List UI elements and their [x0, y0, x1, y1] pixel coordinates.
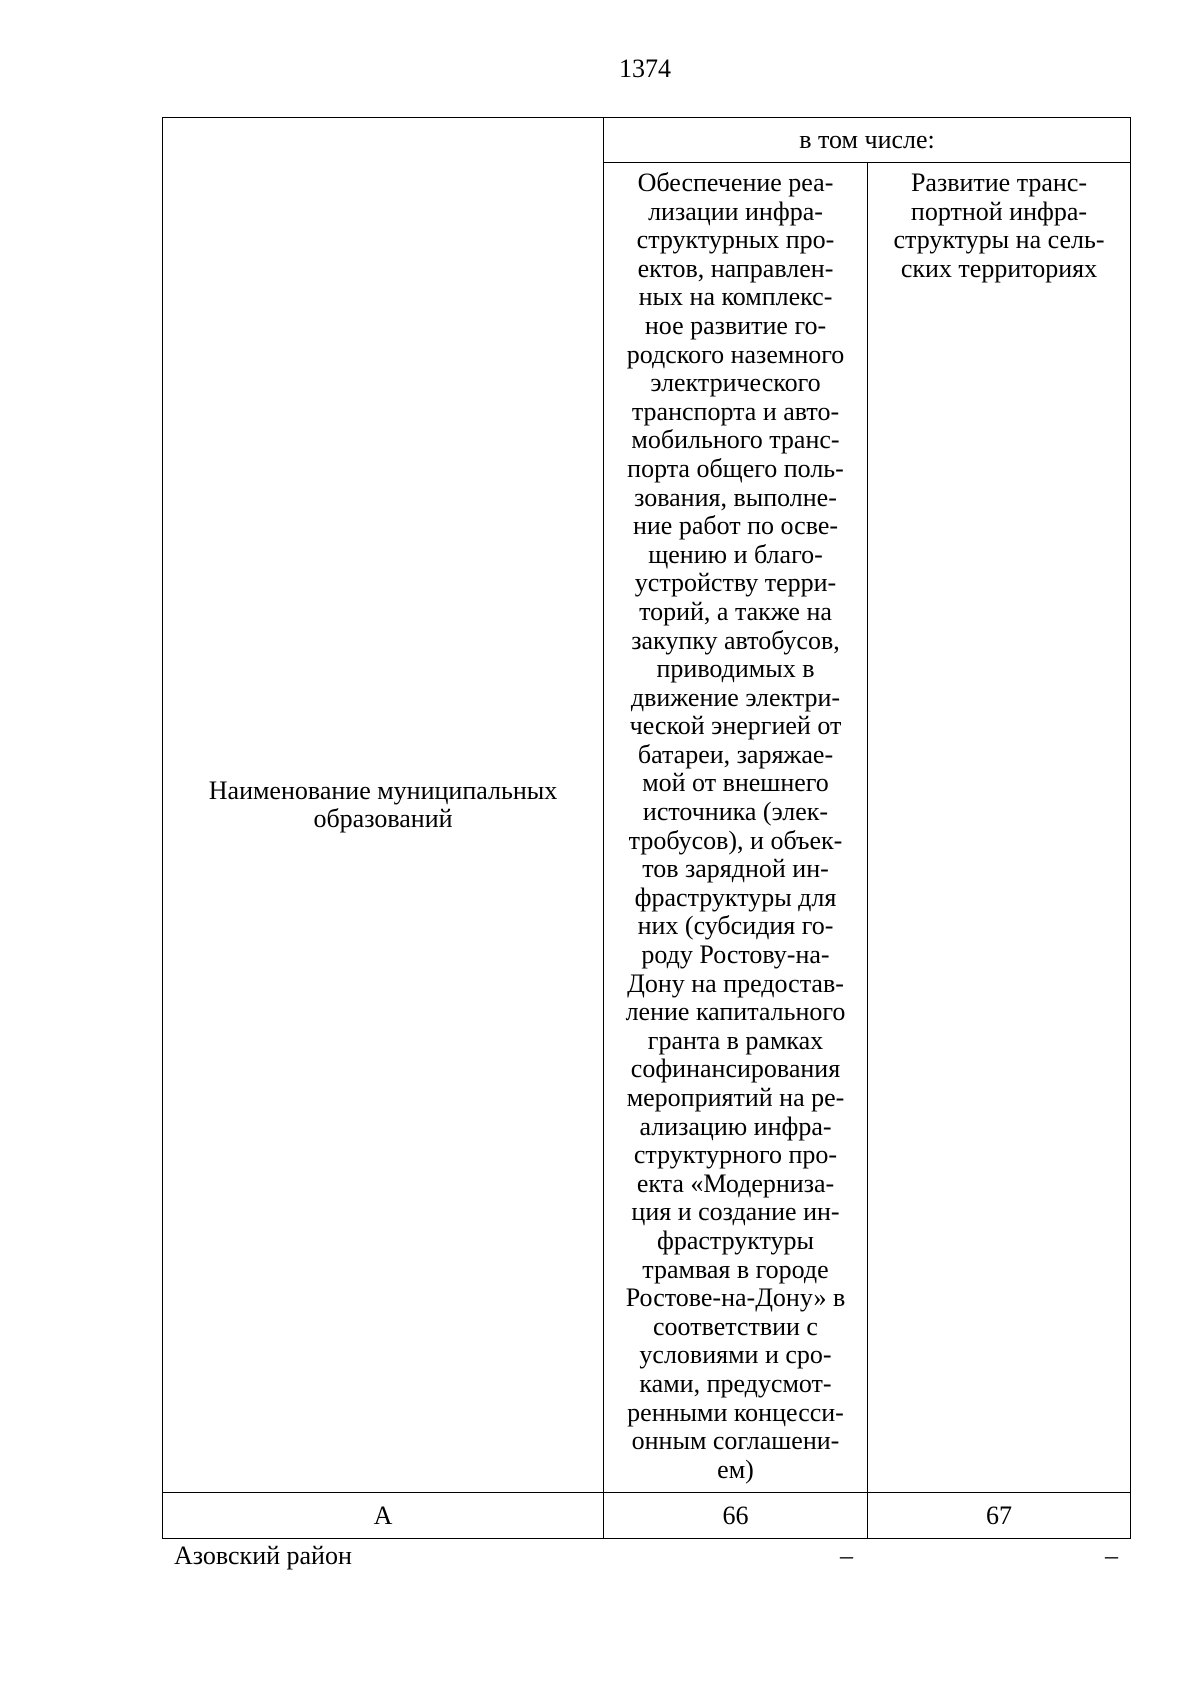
- index-cell-a: А: [163, 1493, 604, 1539]
- column-67-header: [868, 163, 1131, 1493]
- header-name-line-1: Наименование муниципальных: [208, 775, 558, 805]
- column-66-header-line: приводимых в: [656, 654, 815, 684]
- including-group-header: в том числе:: [604, 118, 1131, 163]
- column-66-header: [604, 163, 868, 1493]
- column-66-header-line: щению и благо-: [648, 539, 823, 569]
- column-66-header-line: гранта в рамках: [647, 1025, 824, 1055]
- subsidy-table: [162, 117, 1131, 1539]
- column-66-header-line: них (субсидия го-: [637, 911, 834, 941]
- column-66-header-line: мой от внешнего: [642, 768, 829, 798]
- value-66: –: [840, 1541, 853, 1570]
- column-66-header-line: ренными концесси-: [627, 1397, 844, 1427]
- column-66-header-line: онным соглашени-: [631, 1426, 840, 1456]
- index-cell-66: 66: [604, 1493, 868, 1539]
- column-66-header-line: Обеспечение реа-: [637, 168, 834, 197]
- column-66-header-line: екта «Модерниза-: [636, 1168, 835, 1198]
- column-66-header-line: ние работ по осве-: [632, 511, 839, 541]
- value-67: –: [1105, 1541, 1118, 1570]
- column-66-header-line: ных на комплекс-: [638, 282, 833, 312]
- column-66-header-line: источника (элек-: [642, 797, 829, 827]
- column-66-header-line: тробусов), и объек-: [628, 825, 843, 855]
- column-66-header-line: устройству терри-: [634, 568, 837, 598]
- column-66-header-line: структурного про-: [633, 1140, 838, 1170]
- column-66-header-line: софинансирования: [630, 1054, 841, 1084]
- column-66-header-line: условиями и сро-: [639, 1340, 832, 1370]
- column-66-header-line: трамвая в городе: [642, 1254, 829, 1284]
- column-66-header-line: ем): [717, 1454, 754, 1484]
- column-66-header-line: ками, предусмот-: [639, 1368, 832, 1398]
- column-66-header-line: Ростове-на-Дону» в: [625, 1283, 846, 1313]
- column-66-header-line: торий, а также на: [639, 596, 832, 626]
- column-66-header-line: структурных про-: [636, 225, 835, 255]
- column-66-header-line: ализацию инфра-: [639, 1111, 832, 1141]
- municipality-name-header: [163, 118, 604, 1493]
- column-66-header-line: родского наземного: [626, 339, 845, 369]
- column-66-header-line: соответствии с: [653, 1311, 818, 1341]
- page-number: 1374: [619, 54, 671, 83]
- municipality-name: Азовский район: [174, 1541, 352, 1570]
- column-66-header-line: ческой энергией от: [629, 711, 842, 741]
- column-66-header-line: тов зарядной ин-: [642, 854, 829, 884]
- column-67-header-line: Развитие транс-: [910, 168, 1088, 197]
- column-66-header-line: мобильного транс-: [631, 425, 840, 455]
- column-66-header-line: ление капитального: [625, 997, 846, 1027]
- column-66-header-line: ное развитие го-: [644, 310, 827, 340]
- column-67-header-line: портной инфра-: [910, 196, 1088, 226]
- column-66-header-line: батареи, заряжае-: [637, 739, 834, 769]
- column-66-header-line: электрического: [650, 368, 821, 398]
- column-66-header-line: порта общего поль-: [627, 453, 844, 483]
- column-67-header-line: структуры на сель-: [893, 225, 1105, 255]
- column-66-header-line: движение электри-: [630, 682, 841, 712]
- column-66-header-line: мероприятий на ре-: [626, 1083, 845, 1112]
- column-66-header-line: закупку автобусов,: [631, 625, 840, 655]
- header-name-line-2: образований: [313, 804, 453, 834]
- column-66-header-line: фраструктуры для: [634, 882, 837, 912]
- column-66-header-line: Дону на предостав-: [627, 968, 844, 998]
- column-66-header-line: фраструктуры: [656, 1225, 815, 1255]
- column-67-header-line: ских территориях: [900, 253, 1098, 283]
- column-66-header-line: зования, выполне-: [634, 482, 837, 512]
- column-66-header-line: роду Ростову-на-: [641, 940, 830, 970]
- index-cell-67: 67: [868, 1493, 1131, 1539]
- column-66-header-line: лизации инфра-: [648, 196, 823, 226]
- column-66-header-line: транспорта и авто-: [631, 396, 840, 426]
- column-66-header-line: ция и создание ин-: [631, 1197, 840, 1227]
- column-66-header-line: ектов, направлен-: [637, 253, 834, 283]
